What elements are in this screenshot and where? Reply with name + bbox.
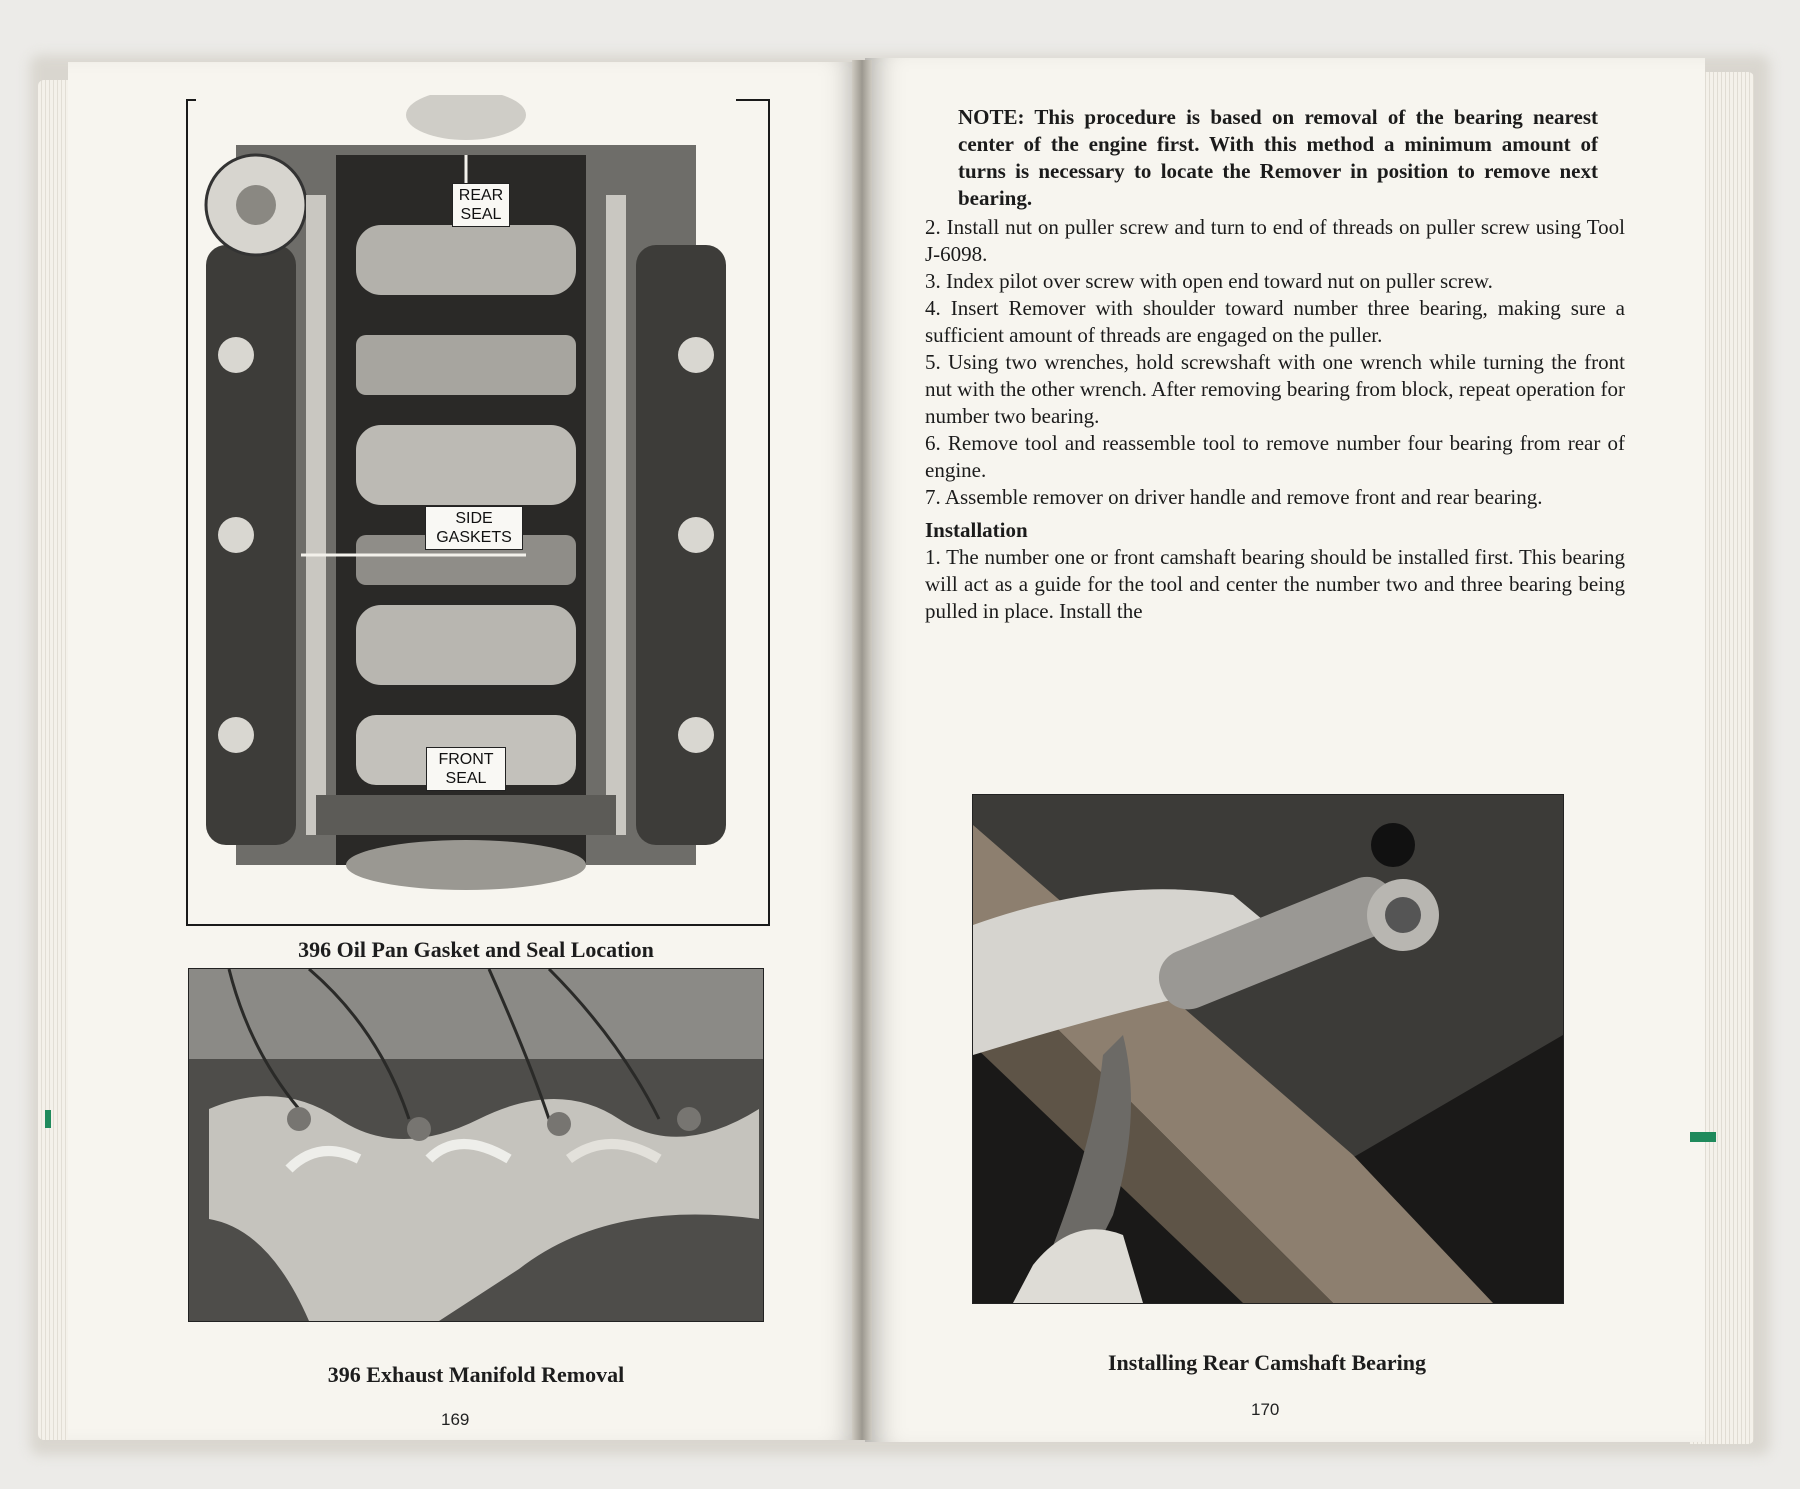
figure-camshaft-caption: Installing Rear Camshaft Bearing <box>1108 1350 1426 1375</box>
page-number-left: 169 <box>441 1410 470 1429</box>
rear-seal-label: REAR SEAL <box>452 183 510 227</box>
figure-exhaust-caption: 396 Exhaust Manifold Removal <box>327 1362 625 1387</box>
step-7: 7. Assemble remover on driver handle and remove front and rear bearing. <box>925 485 1543 509</box>
installation-step-1: 1. The number one or front camshaft bearing should be installed first. This bearing will act as a guide for the tool and center the number two and three bearing being pulled in place. Install the <box>925 545 1625 623</box>
step-3: 3. Index pilot over screw with open end toward nut on puller screw. <box>925 269 1493 293</box>
step-5: 5. Using two wrenches, hold screwshaft with one wrench while turning the front nut with the other wrench. After removing bearing from block, repeat operation for number two bearing. <box>925 350 1625 428</box>
right-page-text <box>925 104 1625 625</box>
step-6: 6. Remove tool and reassemble tool to remove number four bearing from rear of engine. <box>925 431 1625 482</box>
camshaft-bearing-photo <box>972 794 1564 1304</box>
installation-heading: Installation <box>925 518 1028 542</box>
step-4: 4. Insert Remover with shoulder toward number three bearing, making sure a sufficient amount of threads are engaged on the puller. <box>925 296 1625 347</box>
procedure-note: NOTE: This procedure is based on removal of the bearing nearest center of the engine first. With this method a minimum amount of turns is necessary to locate the Remover in position to remove next bearing. <box>958 105 1598 210</box>
edge-mark <box>1690 1132 1716 1142</box>
front-seal-label: FRONT SEAL <box>426 747 506 791</box>
edge-mark <box>45 1110 51 1128</box>
step-2: 2. Install nut on puller screw and turn to end of threads on puller screw using Tool J-6098. <box>925 215 1625 266</box>
figure-oil-pan-caption: 396 Oil Pan Gasket and Seal Location <box>298 937 654 962</box>
book-gutter <box>852 60 872 1440</box>
page-number-right: 170 <box>1251 1400 1280 1419</box>
side-gaskets-label: SIDE GASKETS <box>425 506 523 550</box>
exhaust-manifold-photo <box>188 968 764 1322</box>
